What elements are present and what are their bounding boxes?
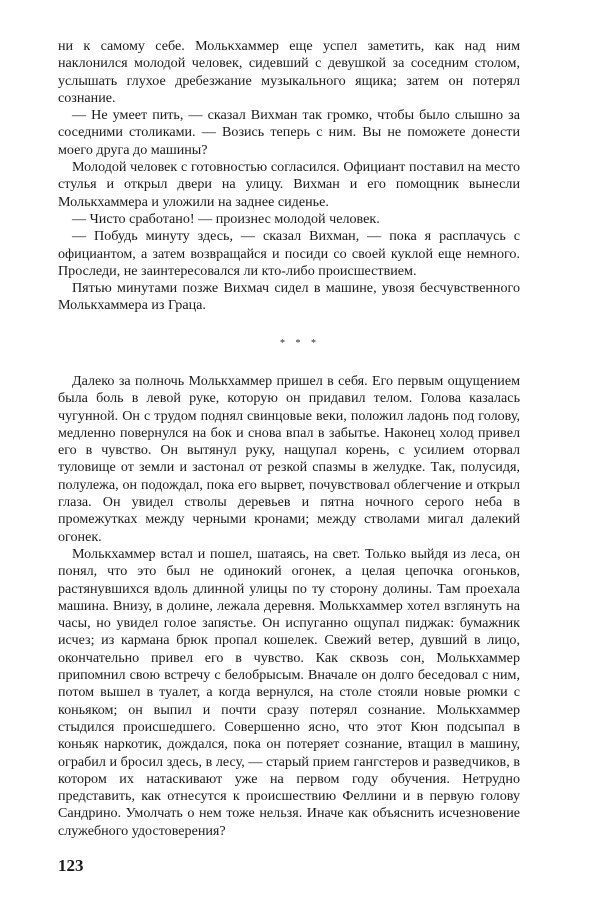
paragraph: — Не умеет пить, — сказал Вихман так громко, чтобы было слышно за соседними столиками. — Возись теперь с ним. Вы не поможете донести моего друга до машины? [58,107,520,158]
section-one [58,38,520,315]
paragraph: Далеко за полночь Молькхаммер пришел в себя. Его первым ощущением была боль в левой руке, которую он придавил телом. Голова казалась чугунной. Он с трудом поднял свинцовые веки, положил ладонь под голову, медленно повернулся на бок и снова впал в забытье. Наконец холод привел его в чувство. Он вытянул руку, нащупал корень, с усилием оторвал туловище от земли и застонал от резкой спазмы в желудке. Так, полусидя, полулежа, он подождал, пока его вырвет, почувствовал облегчение и открыл глаза. Он увидел стволы деревьев и пятна ночного серого неба в промежутках между черными кронами; между стволами мигал далекий огонек. [58,373,520,545]
paragraph: Пятью минутами позже Вихмач сидел в машине, увозя бесчувственного Молькхаммера из Граца. [58,280,520,314]
section-divider: * * * [280,338,320,349]
paragraph: Молодой человек с готовностью согласился. Официант поставил на место стулья и открыл двери на улицу. Вихман и его помощник вынесли Молькхаммера и уложили на заднее сиденье. [58,159,520,210]
section-two [58,373,520,840]
page-number: 123 [58,856,84,875]
paragraph: ни к самому себе. Мольκхаммер еще успел заметить, как над ним наклонился молодой человек, сидевший с девушкой за соседним столом, услышать глухое дребезжание музыкального ящика; затем он потерял сознание. [58,38,520,106]
paragraph: Молькхаммер встал и пошел, шатаясь, на свет. Только выйдя из леса, он понял, что это был не одинокий огонек, а целая цепочка огоньков, растянувшихся вдоль длинной улицы по ту сторону долины. Там проехала машина. Внизу, в долине, лежала деревня. Молькхаммер хотел взглянуть на часы, но увидел голое запястье. Он испуганно ощупал пиджак: бумажник исчез; из кармана брюк пропал кошелек. Свежий ветер, дувший в лицо, окончательно привел его в чувство. Как сквозь сон, Молькхаммер припомнил свою встречу с белобрысым. Вначале он долго беседовал с ним, потом вышел в туалет, а когда вернулся, на столе стояли новые рюмки с коньяком; он выпил и почти сразу потерял сознание. Молькхаммер стыдился происшедшего. Совершенно ясно, что этот Кюн подсыпал в коньяк наркотик, дождался, пока он потеряет сознание, втащил в машину, ограбил и бросил здесь, в лесу, — старый прием гангстеров и разведчиков, в котором их натаскивают уже на первом году обучения. Нетрудно представить, как отнесутся к происшествию Феллини и в первую голову Сандрино. Умолчать о нем тоже нельзя. Иначе как объяснить исчезновение служебного удостоверения? [58,545,520,839]
paragraph: — Побудь минуту здесь, — сказал Вихман, — пока я расплачусь с официантом, а затем возвращайся и посиди со своей куклой еще немного. Проследи, не заинтересовался ли кто-либо происшествием. [58,228,520,279]
paragraph: — Чисто сработано! — произнес молодой человек. [72,210,380,227]
